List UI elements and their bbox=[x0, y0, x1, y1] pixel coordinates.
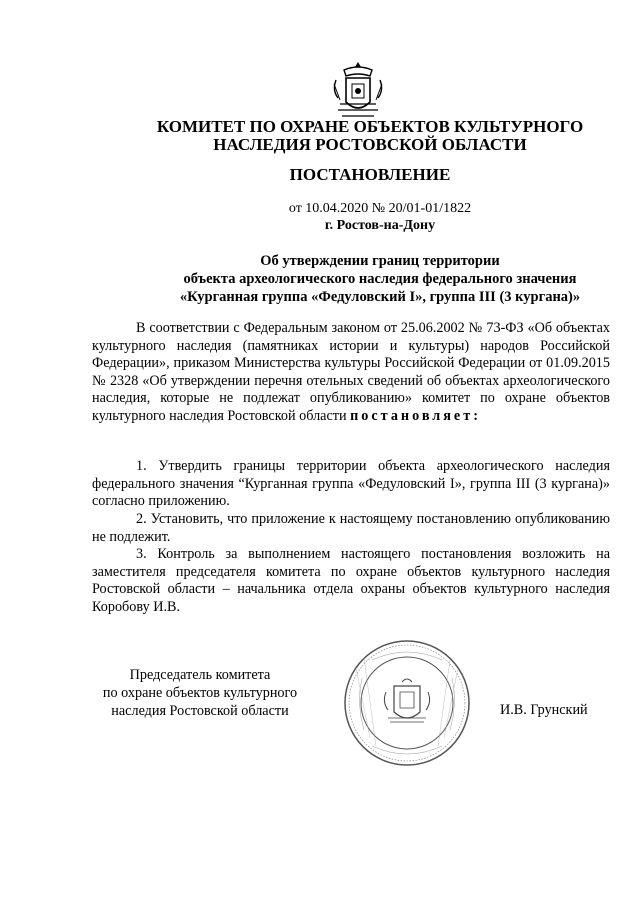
signer-position-line2: по охране объектов культурного bbox=[102, 685, 298, 701]
date-number: от 10.04.2020 № 20/01-01/1822 bbox=[288, 201, 472, 216]
coat-of-arms-icon bbox=[330, 60, 386, 124]
official-seal-icon bbox=[342, 638, 472, 768]
signer-position bbox=[80, 666, 320, 720]
subject-line2: объекта археологического наследия федерального значения bbox=[183, 271, 577, 287]
committee-name bbox=[120, 118, 620, 154]
subject-line3: «Курганная группа «Федуловский I», группа III (3 кургана)» bbox=[179, 289, 581, 305]
signer-position-line1: Председатель комитета bbox=[129, 667, 271, 683]
committee-line1: КОМИТЕТ ПО ОХРАНЕ ОБЪЕКТОВ КУЛЬТУРНОГО bbox=[156, 117, 584, 136]
date-number-block bbox=[150, 200, 610, 234]
resolves-word: постановляет: bbox=[350, 407, 481, 424]
item-3: 3. Контроль за выполнением настоящего постановления возложить на заместителя председателя комитета по охране объектов культурного наследия Ростовской области – начальника отдела охраны объектов культурного наследия Коробову И.В. bbox=[92, 546, 610, 615]
subject-title bbox=[120, 252, 640, 306]
item-1: 1. Утвердить границы территории объекта археологического наследия федерального значения “Курганная группа «Федуловский I», группа III (3 кургана)» согласно приложению. bbox=[92, 458, 610, 509]
city: г. Ростов-на-Дону bbox=[324, 218, 436, 233]
preamble-paragraph bbox=[92, 320, 610, 425]
preamble-text: В соответствии с Федеральным законом от 25.06.2002 № 73-ФЗ «Об объектах культурного наследия (памятниках истории и культуры) народов Российской Федерации», приказом Министерства культуры Российской Федерации от 01.09.2015 № 2328 «Об утверждении перечня отельных сведений об объектах археологического наследия, которые не подлежат опубликованию» комитет по охране объектов культурного наследия Ростовской области bbox=[92, 320, 610, 424]
item-2: 2. Установить, что приложение к настоящему постановлению опубликованию не подлежит. bbox=[92, 511, 610, 545]
signer-position-line3: наследия Ростовской области bbox=[111, 703, 289, 719]
signer-name: И.В. Грунский bbox=[500, 702, 588, 718]
committee-line2: НАСЛЕДИЯ РОСТОВСКОЙ ОБЛАСТИ bbox=[213, 135, 527, 154]
doc-type-title: ПОСТАНОВЛЕНИЕ bbox=[289, 165, 451, 184]
subject-line1: Об утверждении границ территории bbox=[260, 253, 500, 269]
